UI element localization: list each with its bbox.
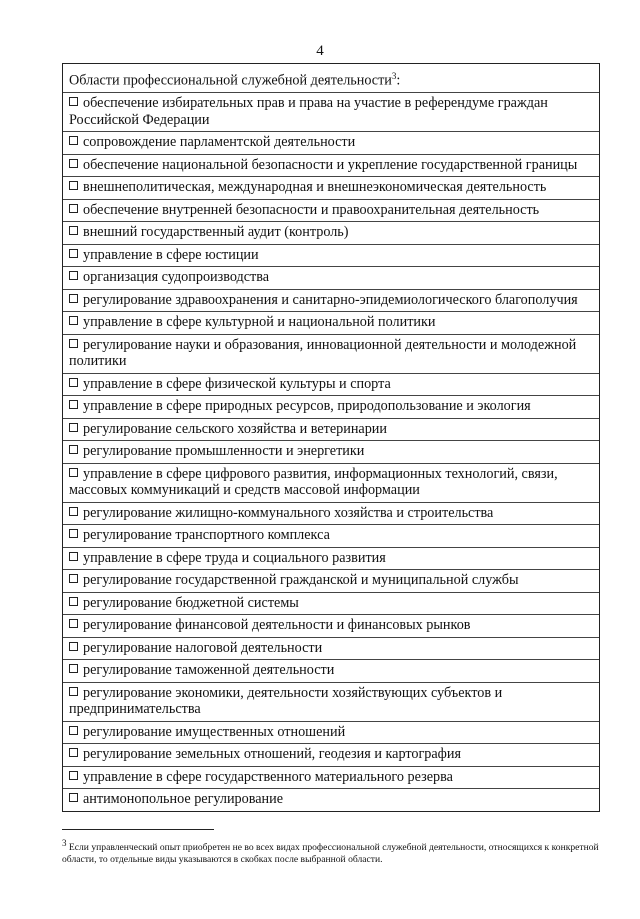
checkbox-icon[interactable] [69, 249, 78, 258]
checklist-item[interactable] [63, 440, 599, 463]
checklist-item[interactable] [63, 92, 599, 131]
checklist-item[interactable] [63, 131, 599, 154]
checklist-item[interactable] [63, 463, 599, 502]
checklist-item-label: управление в сфере юстиции [83, 246, 259, 263]
footnote-reference: 3 [391, 71, 397, 81]
checklist-item[interactable] [63, 266, 599, 289]
checklist-item-label: регулирование промышленности и энергетики [83, 443, 365, 460]
checklist-item-label: управление в сфере труда и социального развития [83, 549, 386, 566]
checklist-item[interactable] [63, 743, 599, 766]
checkbox-icon[interactable] [69, 529, 78, 538]
checklist-item[interactable] [63, 395, 599, 418]
checkbox-icon[interactable] [69, 294, 78, 303]
checkbox-icon[interactable] [69, 507, 78, 516]
checklist-item-label: регулирование финансовой деятельности и финансовых рынков [83, 617, 471, 634]
checkbox-icon[interactable] [69, 204, 78, 213]
checkbox-icon[interactable] [69, 597, 78, 606]
checklist-item-label: антимонопольное регулирование [83, 791, 284, 808]
checklist-item[interactable] [63, 244, 599, 267]
checkbox-icon[interactable] [69, 726, 78, 735]
checkbox-icon[interactable] [69, 400, 78, 409]
checklist-item[interactable] [63, 289, 599, 312]
checklist-item-label: регулирование бюджетной системы [83, 594, 299, 611]
header-suffix: : [396, 72, 401, 89]
checklist-item-label: управление в сфере природных ресурсов, природопользование и экология [83, 398, 531, 415]
footnote-mark: 3 [62, 838, 67, 848]
checklist-item[interactable] [63, 547, 599, 570]
checklist-item-label: сопровождение парламентской деятельности [83, 134, 356, 151]
checklist-item-label: регулирование экономики, деятельности хозяйствующих субъектов и предпринимательства [69, 684, 503, 718]
checkbox-icon[interactable] [69, 159, 78, 168]
checklist-item-label: обеспечение национальной безопасности и укрепление государственной границы [83, 156, 578, 173]
checklist-item[interactable] [63, 418, 599, 441]
checkbox-icon[interactable] [69, 793, 78, 802]
checkbox-icon[interactable] [69, 271, 78, 280]
checklist-item[interactable] [63, 311, 599, 334]
checklist-item[interactable] [63, 199, 599, 222]
checkbox-icon[interactable] [69, 619, 78, 628]
checkbox-icon[interactable] [69, 687, 78, 696]
checklist-item-label: обеспечение внутренней безопасности и правоохранительная деятельность [83, 201, 540, 218]
checkbox-icon[interactable] [69, 226, 78, 235]
footnote-text: Если управленческий опыт приобретен не во всех видах профессиональной служебной деятельности, относящихся к конкретной области, то отдельные виды указываются в скобках после выбранной области. [62, 842, 599, 866]
table-header [63, 64, 599, 92]
footnote-divider [62, 829, 214, 830]
checklist-item[interactable] [63, 569, 599, 592]
checkbox-icon[interactable] [69, 574, 78, 583]
checklist-item-label: управление в сфере цифрового развития, информационных технологий, связи, массовых коммуникаций и средств массовой информации [69, 465, 558, 499]
checklist-item[interactable] [63, 614, 599, 637]
page-number: 4 [316, 43, 324, 59]
checklist-item[interactable] [63, 721, 599, 744]
items-list [63, 92, 599, 811]
checklist-item-label: регулирование имущественных отношений [83, 723, 346, 740]
checkbox-icon[interactable] [69, 423, 78, 432]
header-title: Области профессиональной служебной деятельности [69, 72, 392, 89]
checklist-item-label: управление в сфере культурной и национальной политики [83, 314, 436, 331]
checkbox-icon[interactable] [69, 468, 78, 477]
checkbox-icon[interactable] [69, 748, 78, 757]
checklist-item[interactable] [63, 682, 599, 721]
checklist-item[interactable] [63, 502, 599, 525]
checklist-item-label: организация судопроизводства [83, 269, 270, 286]
checklist-item[interactable] [63, 524, 599, 547]
checklist-item-label: обеспечение избирательных прав и права на участие в референдуме граждан Российской Федерации [69, 95, 548, 128]
checklist-item-label: управление в сфере физической культуры и спорта [83, 375, 391, 392]
checklist-item[interactable] [63, 221, 599, 244]
footnote [62, 837, 610, 866]
checklist-item-label: регулирование здравоохранения и санитарно-эпидемиологического благополучия [83, 291, 578, 308]
checklist-item-label: регулирование жилищно-коммунального хозяйства и строительства [83, 504, 494, 521]
checkbox-icon[interactable] [69, 771, 78, 780]
checklist-item-label: регулирование таможенной деятельности [83, 662, 335, 679]
checkbox-icon[interactable] [69, 642, 78, 651]
checklist-item[interactable] [63, 637, 599, 660]
checklist-item[interactable] [63, 592, 599, 615]
checkbox-icon[interactable] [69, 664, 78, 673]
checkbox-icon[interactable] [69, 316, 78, 325]
checkbox-icon[interactable] [69, 378, 78, 387]
checklist-item[interactable] [63, 176, 599, 199]
checkbox-icon[interactable] [69, 181, 78, 190]
checklist-item-label: регулирование транспортного комплекса [83, 527, 330, 544]
checkbox-icon[interactable] [69, 339, 78, 348]
checklist-item[interactable] [63, 373, 599, 396]
checklist-item-label: регулирование науки и образования, инновационной деятельности и молодежной политики [69, 336, 577, 370]
activity-areas-table [62, 63, 600, 812]
checkbox-icon[interactable] [69, 552, 78, 561]
checklist-item-label: регулирование сельского хозяйства и ветеринарии [83, 420, 387, 437]
checklist-item[interactable] [63, 334, 599, 373]
checklist-item-label: внешнеполитическая, международная и внешнеэкономическая деятельность [83, 179, 547, 196]
checkbox-icon[interactable] [69, 445, 78, 454]
checklist-item[interactable] [63, 788, 599, 811]
checklist-item[interactable] [63, 659, 599, 682]
checklist-item[interactable] [63, 766, 599, 789]
checklist-item-label: регулирование земельных отношений, геодезия и картография [83, 746, 461, 763]
checklist-item-label: регулирование государственной гражданской и муниципальной службы [83, 572, 519, 589]
checklist-item-label: управление в сфере государственного материального резерва [83, 768, 453, 785]
checkbox-icon[interactable] [69, 136, 78, 145]
checkbox-icon[interactable] [69, 97, 78, 106]
checklist-item-label: регулирование налоговой деятельности [83, 639, 323, 656]
checklist-item-label: внешний государственный аудит (контроль) [83, 224, 349, 241]
checklist-item[interactable] [63, 154, 599, 177]
